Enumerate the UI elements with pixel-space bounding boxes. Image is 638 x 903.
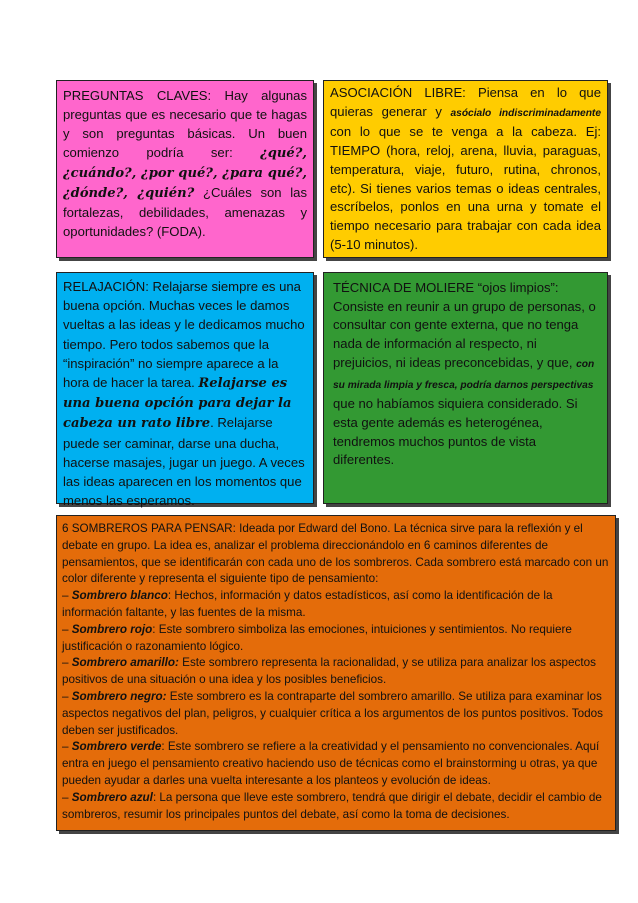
hat-name: Sombrero negro: (71, 689, 167, 703)
hat-dash: – (62, 656, 72, 670)
hat-sep: : (161, 740, 165, 754)
hat-item-blanco (62, 588, 610, 622)
hat-name: Sombrero verde (71, 740, 162, 754)
relajacion-box (56, 272, 314, 509)
hat-sep: : (167, 589, 172, 603)
hat-name: Sombrero blanco (71, 589, 168, 603)
hat-dash: – (62, 689, 72, 703)
hat-dash: – (62, 790, 72, 804)
hat-text: La persona que lleve este sombrero, tendrá que dirigir el debate, decidir el cambio de sombreros, resumir los principales puntos del debate, así como la toma de decisiones. (62, 790, 602, 821)
asociacion-text-a: ASOCIACIÓN LIBRE: Piensa en lo que quieras generar y (330, 85, 601, 119)
seis-sombreros-box (56, 515, 616, 831)
hat-item-negro (62, 689, 610, 739)
relajacion-emphasis: Relajarse es una buena opción para dejar la cabeza un rato libre (63, 376, 292, 432)
relajacion-text-b: . Relajarse puede ser caminar, darse una ducha, hacerse masajes, jugar un juego. A veces las ideas aparecen en los momentos que menos las esperamos. (63, 415, 305, 509)
preguntas-questions: ¿qué?, ¿cuándo?, ¿por qué?, ¿para qué?, ¿dónde?, ¿quién? (63, 146, 307, 201)
hat-item-rojo (62, 622, 610, 656)
hat-dash: – (62, 622, 72, 636)
hat-dash: – (62, 740, 72, 754)
hat-text: Hechos, información y datos estadísticos, así como la identificación de la información faltante, y las fuentes de la misma. (62, 589, 553, 619)
preguntas-claves-box (56, 80, 314, 258)
hat-text: Este sombrero simboliza las emociones, intuiciones y sentimientos. No requiere justificación o razonamiento lógico. (62, 622, 572, 653)
hat-item-amarillo (62, 655, 610, 689)
hat-sep: : (152, 790, 157, 804)
hat-dash: – (62, 589, 72, 603)
hat-text: Este sombrero se refiere a la creatividad y el pensamiento no convencionales. Aquí entra en juego el pensamiento creativo haciendo uso de técnicas como el brainstorming u otras, ya que pueden ayudar a darles una vuelta interesante a los planteos y evolución de ideas. (62, 740, 600, 787)
preguntas-text-a: PREGUNTAS CLAVES: Hay algunas preguntas que es necesario que te hagas y son preguntas básicas. Un buen comienzo podría ser: (63, 88, 307, 160)
preguntas-text-b: ¿Cuáles son las fortalezas, debilidades, amenazas y oportunidades? (FODA). (63, 185, 307, 239)
asociacion-emphasis: asócialo indiscriminadamente (450, 107, 601, 119)
sombreros-intro: 6 SOMBREROS PARA PENSAR: Ideada por Edward del Bono. La técnica sirve para la reflexión y el debate en grupo. La idea es, analizar el problema direccionándolo en 6 caminos diferentes de pensamientos, que se identificarán con cada uno de los sombreros. Cada sombrero está marcado con un color diferente y representa el siguiente tipo de pensamiento: (62, 522, 609, 586)
hat-name: Sombrero azul (71, 790, 153, 804)
moliere-emphasis: con su mirada limpia y fresca, podría darnos perspectivas (333, 358, 595, 391)
hat-item-azul (62, 790, 610, 824)
hat-name: Sombrero amarillo: (71, 656, 179, 670)
asociacion-libre-box (323, 80, 608, 258)
moliere-text-b: que no habíamos siquiera considerado. Si esta gente además es heterogénea, tendremos muchos puntos de vista diferentes. (333, 396, 578, 468)
asociacion-text-b: con lo que se te venga a la cabeza. Ej: TIEMPO (hora, reloj, arena, lluvia, paraguas, temperatura, viaje, futuro, rutina, chronos, etc). Si tienes varios temas o ideas centrales, escríbelos, ponlos en una urna y tomate el tiempo necesario para trabajar con cada idea (5-10 minutos). (330, 124, 601, 252)
relajacion-text-a: RELAJACIÓN: Relajarse siempre es una buena opción. Muchas veces le damos vueltas a las ideas y le dedicamos mucho tiempo. Pero todos sabemos que la “inspiración” no siempre aparece a la hora de hacer la tarea. (63, 279, 305, 391)
tecnica-moliere-box (323, 272, 608, 504)
hat-item-verde (62, 739, 610, 789)
hat-text: Este sombrero es la contraparte del sombrero amarillo. Se utiliza para examinar los aspectos negativos del plan, peligros, y cualquier crítica a los argumentos de los puntos positivos. Todos deben ser justificados. (62, 689, 603, 737)
moliere-text-a: TÉCNICA DE MOLIERE “ojos limpios”: Consiste en reunir a un grupo de personas, o consultar con gente externa, que no tenga nada de información al respecto, ni prejuicios, ni ideas preconcebidas, y que, (333, 280, 596, 370)
hat-name: Sombrero rojo (71, 622, 153, 636)
hat-sep: : (152, 622, 156, 636)
hat-text: Este sombrero representa la racionalidad, y se utiliza para analizar los aspectos positivos de una situación o una idea y los posibles beneficios. (62, 656, 596, 687)
